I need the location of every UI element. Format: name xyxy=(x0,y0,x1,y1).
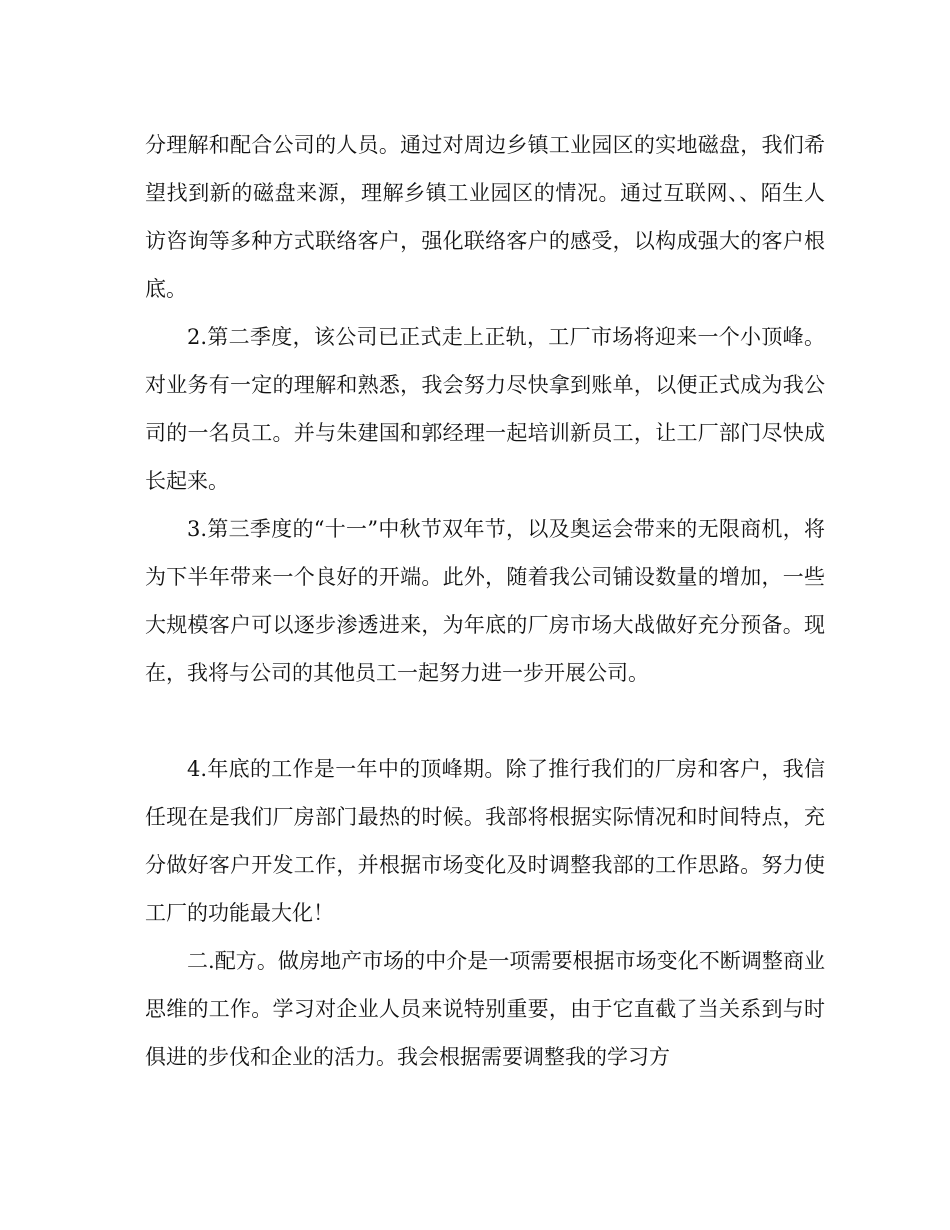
paragraph-q2: 2.第二季度，该公司已正式走上正轨，工厂市场将迎来一个小顶峰。对业务有一定的理解和熟悉，我会努力尽快拿到账单，以便正式成为我公司的一名员工。并与朱建国和郭经理一起培训新员工，让工厂部门尽快成长起来。 xyxy=(145,325,825,493)
paragraph-section-two: 二.配方。做房地产市场的中介是一项需要根据市场变化不断调整商业思维的工作。学习对企业人员来说特别重要，由于它直截了当关系到与时俱进的步伐和企业的活力。我会根据需要调整我的学习方 xyxy=(145,949,825,1069)
document-body xyxy=(145,121,825,1081)
paragraph-continuation: 分理解和配合公司的人员。通过对周边乡镇工业园区的实地磁盘，我们希望找到新的磁盘来源，理解乡镇工业园区的情况。通过互联网、、陌生人访咨询等多种方式联络客户，强化联络客户的感受，以构成强大的客户根底。 xyxy=(145,133,825,301)
paragraph-year-end: 4.年底的工作是一年中的顶峰期。除了推行我们的厂房和客户，我信任现在是我们厂房部门最热的时候。我部将根据实际情况和时间特点，充分做好客户开发工作，并根据市场变化及时调整我部的工作思路。努力使工厂的功能最大化！ xyxy=(145,757,825,925)
paragraph-q3: 3.第三季度的“十一”中秋节双年节，以及奥运会带来的无限商机，将为下半年带来一个良好的开端。此外，随着我公司铺设数量的增加，一些大规模客户可以逐步渗透进来，为年底的厂房市场大战做好充分预备。现在，我将与公司的其他员工一起努力进一步开展公司。 xyxy=(145,517,825,685)
